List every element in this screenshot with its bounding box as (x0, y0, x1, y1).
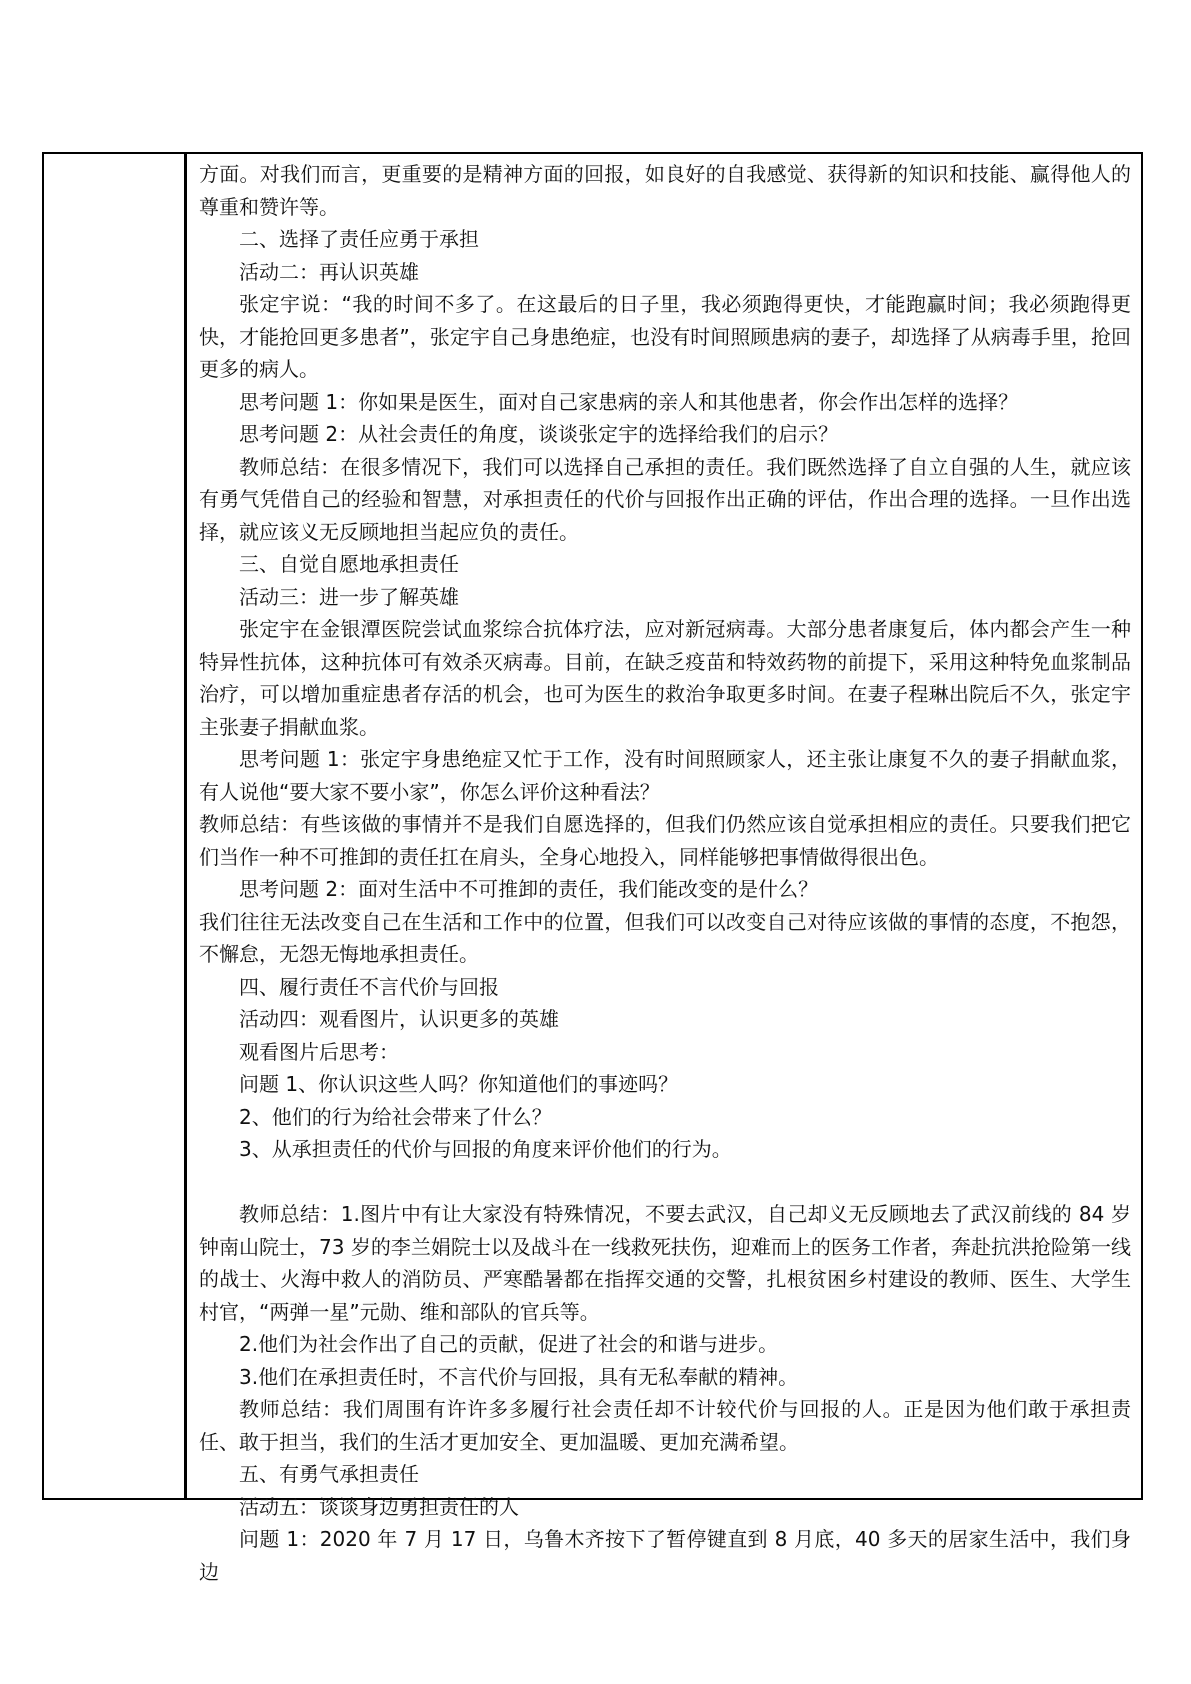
paragraph: 教师总结：有些该做的事情并不是我们自愿选择的，但我们仍然应该自觉承担相应的责任。只要我们把它们当作一种不可推卸的责任扛在肩头，全身心地投入，同样能够把事情做得很出色。 (199, 812, 1131, 869)
paragraph: 思考问题 1：你如果是医生，面对自己家患病的亲人和其他患者，你会作出怎样的选择？ (239, 389, 1019, 414)
paragraph: 教师总结：1.图片中有让大家没有特殊情况，不要去武汉，自己却义无反顾地去了武汉前线的 84 岁钟南山院士，73 岁的李兰娟院士以及战斗在一线救死扶伤，迎难而上的医务工作者，奔赴抗洪抢险第一线的战士、火海中救人的消防员、严寒酷暑都在指挥交通的交警，扎根贫困乡村建设的教师、医生、大学生村官，“两弹一星”元勋、维和部队的官兵等。 (199, 1202, 1131, 1324)
paragraph: 活动四：观看图片，认识更多的英雄 (239, 1007, 559, 1031)
paragraph: 张定宇说：“我的时间不多了。在这最后的日子里，我必须跑得更快，才能跑赢时间；我必须跑得更快，才能抢回更多患者”，张定宇自己身患绝症，也没有时间照顾患病的妻子，却选择了从病毒手里，抢回更多的病人。 (199, 292, 1131, 381)
paragraph: 教师总结：我们周围有许许多多履行社会责任却不计较代价与回报的人。正是因为他们敢于承担责任、敢于担当，我们的生活才更加安全、更加温暖、更加充满希望。 (199, 1397, 1131, 1454)
paragraph: 2.他们为社会作出了自己的贡献，促进了社会的和谐与进步。 (239, 1332, 779, 1356)
paragraph: 问题 1：2020 年 7 月 17 日，乌鲁木齐按下了暂停键直到 8 月底，40 多天的居家生活中，我们身边 (199, 1527, 1131, 1584)
paragraph: 二、选择了责任应勇于承担 (239, 227, 479, 251)
paragraph: 观看图片后思考： (239, 1039, 399, 1064)
table-content-cell (187, 154, 1141, 1584)
paragraph: 我们往往无法改变自己在生活和工作中的位置，但我们可以改变自己对待应该做的事情的态度，不抱怨，不懈怠，无怨无悔地承担责任。 (199, 909, 1131, 966)
paragraph: 四、履行责任不言代价与回报 (239, 974, 499, 999)
paragraph: 三、自觉自愿地承担责任 (239, 552, 459, 576)
paragraph: 思考问题 2：从社会责任的角度，谈谈张定宇的选择给我们的启示？ (239, 422, 839, 446)
paragraph: 活动三：进一步了解英雄 (239, 584, 459, 609)
paragraph: 张定宇在金银潭医院尝试血浆综合抗体疗法，应对新冠病毒。大部分患者康复后，体内都会产生一种特异性抗体，这种抗体可有效杀灭病毒。目前，在缺乏疫苗和特效药物的前提下，采用这种特免血浆制品治疗，可以增加重症患者存活的机会，也可为医生的救治争取更多时间。在妻子程琳出院后不久，张定宇主张妻子捐献血浆。 (199, 617, 1131, 739)
paragraph: 活动二：再认识英雄 (239, 259, 419, 284)
lesson-plan-table (42, 152, 1143, 1584)
paragraph: 思考问题 1：张定宇身患绝症又忙于工作，没有时间照顾家人，还主张让康复不久的妻子捐献血浆，有人说他“要大家不要小家”，你怎么评价这种看法？ (199, 747, 1131, 804)
paragraph: 问题 1、你认识这些人吗？你知道他们的事迹吗？ (239, 1072, 679, 1096)
paragraph: 3.他们在承担责任时，不言代价与回报，具有无私奉献的精神。 (239, 1364, 799, 1389)
paragraph: 2、他们的行为给社会带来了什么？ (239, 1104, 552, 1129)
table-left-cell (44, 154, 187, 1498)
paragraph: 活动五：谈谈身边勇担责任的人 (239, 1494, 519, 1519)
paragraph: 思考问题 2：面对生活中不可推卸的责任，我们能改变的是什么？ (239, 877, 819, 901)
paragraph: 方面。对我们而言，更重要的是精神方面的回报，如良好的自我感觉、获得新的知识和技能、赢得他人的尊重和赞许等。 (199, 162, 1131, 219)
paragraph: 五、有勇气承担责任 (239, 1462, 419, 1486)
paragraph: 教师总结：在很多情况下，我们可以选择自己承担的责任。我们既然选择了自立自强的人生，就应该有勇气凭借自己的经验和智慧，对承担责任的代价与回报作出正确的评估，作出合理的选择。一旦作出选择，就应该义无反顾地担当起应负的责任。 (199, 454, 1131, 544)
paragraph (199, 1166, 1131, 1199)
paragraph: 3、从承担责任的代价与回报的角度来评价他们的行为。 (239, 1137, 732, 1161)
